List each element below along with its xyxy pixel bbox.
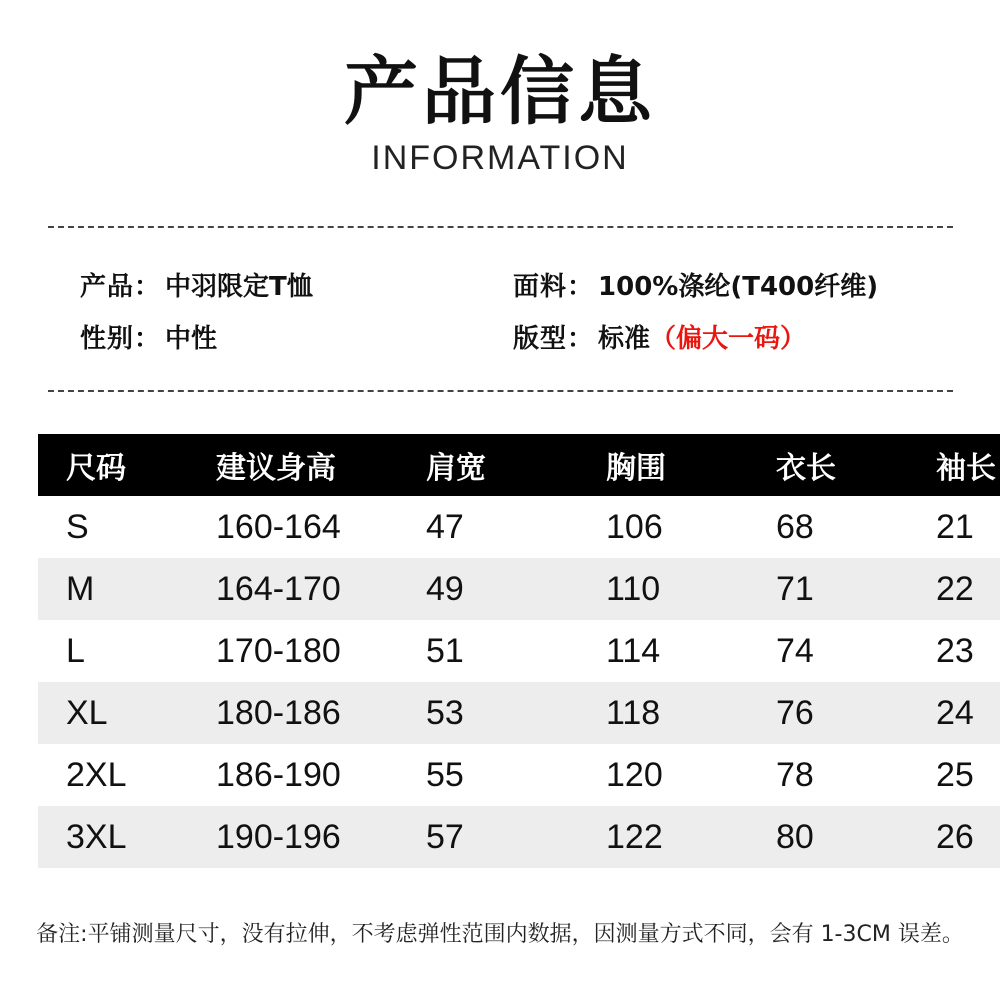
info-gender (80, 322, 217, 356)
product-label: 产品： (80, 272, 162, 302)
cell-chest: 120 (606, 755, 663, 794)
table-row (38, 682, 1000, 744)
cell-chest: 122 (594, 806, 764, 868)
product-value: 中羽限定T恤 (165, 272, 313, 302)
cell-height: 180-186 (206, 682, 406, 744)
cell-sleeve: 21 (936, 507, 974, 546)
cell-sleeve: 22 (916, 558, 1000, 620)
fabric-value: 100%涤纶(T400纤维) (598, 272, 879, 302)
table-row (38, 558, 1000, 620)
cell-chest: 114 (606, 631, 661, 670)
cell-shoulder: 49 (406, 558, 594, 620)
bottom-divider (48, 390, 953, 392)
cell-size: S (66, 507, 89, 546)
footer-note: 备注:平铺测量尺寸，没有拉伸，不考虑弹性范围内数据，因测量方式不同，会有 1-3CM 误差。 (36, 922, 964, 947)
cell-sleeve: 23 (936, 631, 974, 670)
cell-height: 186-190 (216, 755, 341, 794)
cell-length: 80 (764, 806, 916, 868)
size-table (38, 434, 1000, 868)
header-size: 尺码 (38, 434, 206, 496)
cell-size: 2XL (66, 755, 127, 794)
cell-length: 68 (776, 507, 814, 546)
cell-height: 170-180 (216, 631, 341, 670)
gender-label: 性别： (80, 324, 162, 354)
cell-chest: 110 (594, 558, 764, 620)
gender-value: 中性 (165, 324, 218, 354)
header-shoulder: 肩宽 (406, 434, 594, 496)
fit-note: （偏大一码） (650, 324, 807, 354)
cell-shoulder: 53 (406, 682, 594, 744)
fit-label: 版型： (513, 324, 595, 354)
cell-size: L (66, 631, 85, 670)
cell-sleeve: 26 (916, 806, 1000, 868)
page-subtitle: INFORMATION (371, 139, 629, 177)
cell-size: M (38, 558, 206, 620)
table-row (38, 620, 1000, 682)
table-row (38, 496, 1000, 558)
header-height: 建议身高 (206, 434, 406, 496)
cell-length: 74 (776, 631, 814, 670)
cell-length: 78 (776, 755, 814, 794)
top-divider (48, 226, 953, 228)
info-fabric (513, 270, 878, 304)
info-product (80, 270, 313, 304)
fit-value: 标准 (598, 324, 651, 354)
page-title: 产品信息 (344, 49, 656, 135)
cell-shoulder: 57 (406, 806, 594, 868)
cell-height: 164-170 (206, 558, 406, 620)
cell-shoulder: 55 (426, 755, 464, 794)
table-row (38, 744, 1000, 806)
cell-length: 71 (764, 558, 916, 620)
table-header-row (38, 434, 1000, 496)
cell-size: 3XL (38, 806, 206, 868)
cell-length: 76 (764, 682, 916, 744)
header-chest: 胸围 (594, 434, 764, 496)
fabric-label: 面料： (513, 272, 595, 302)
info-fit (513, 322, 806, 356)
cell-sleeve: 24 (916, 682, 1000, 744)
cell-sleeve: 25 (936, 755, 974, 794)
cell-chest: 106 (606, 507, 663, 546)
cell-shoulder: 47 (426, 507, 464, 546)
table-row (38, 806, 1000, 868)
header-sleeve: 袖长 (916, 434, 1000, 496)
cell-height: 190-196 (206, 806, 406, 868)
cell-size: XL (38, 682, 206, 744)
header-length: 衣长 (764, 434, 916, 496)
cell-shoulder: 51 (426, 631, 464, 670)
cell-chest: 118 (594, 682, 764, 744)
cell-height: 160-164 (216, 507, 341, 546)
